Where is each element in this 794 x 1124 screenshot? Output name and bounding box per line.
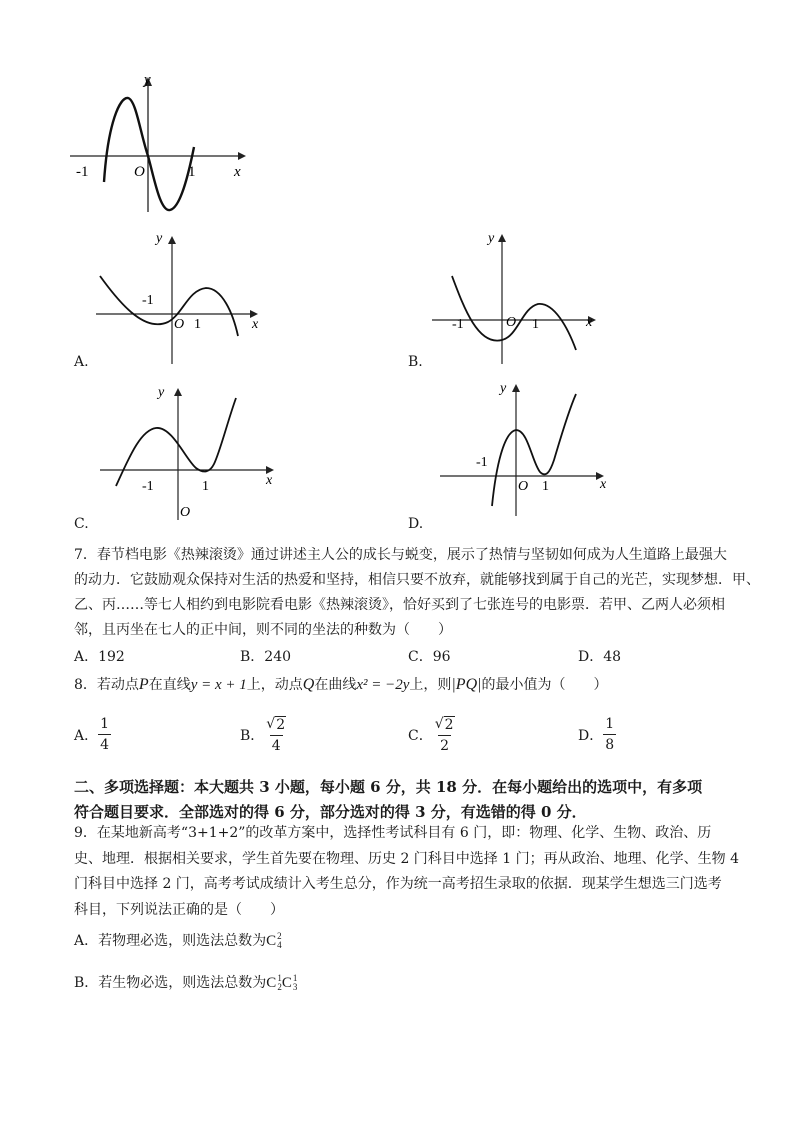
superscript: 2 — [277, 931, 282, 941]
tick-label-1: 1 — [202, 479, 209, 494]
radicand: 2 — [276, 717, 286, 733]
denominator: 4 — [98, 734, 111, 753]
q7-line-4: 邻，且丙坐在七人的正中间，则不同的坐法的种数为（ ） — [74, 622, 452, 638]
denominator: 4 — [270, 735, 283, 754]
denominator: 2 — [438, 735, 451, 754]
origin-label: O — [180, 505, 191, 520]
combination — [266, 974, 297, 992]
option-a-graph — [88, 228, 278, 368]
y-label: y — [156, 231, 163, 246]
y-axis-arrow-icon — [498, 234, 506, 242]
q7-line-1: 7．春节档电影《热辣滚烫》通过讲述主人公的成长与蜕变，展示了热情与坚韧如何成为人生道路上最强大 — [74, 547, 727, 563]
q7-option-d: D．48 — [578, 649, 622, 665]
q7-option-b: B．240 — [240, 649, 292, 665]
line-equation: y = x + 1 — [190, 677, 247, 693]
tick-label-neg1: -1 — [452, 317, 464, 332]
q8-text: 上，动点 — [246, 677, 303, 693]
numerator — [433, 716, 457, 735]
q8-text: 8．若动点 — [74, 677, 139, 693]
fraction — [433, 716, 457, 754]
sqrt-icon: √ — [434, 716, 444, 732]
option-d-graph — [436, 376, 616, 526]
q9-line-4: 科目，下列说法正确的是（ ） — [74, 902, 284, 918]
x-label: x — [600, 477, 607, 492]
origin-label: O — [174, 317, 185, 332]
tick-label-1: 1 — [532, 317, 539, 332]
y-label: y — [500, 381, 507, 396]
x-label: x — [586, 315, 593, 330]
numerator — [264, 716, 288, 735]
option-letter: C． — [408, 728, 433, 744]
option-b-label: B. — [408, 354, 423, 370]
q8-text: 在曲线 — [314, 677, 357, 693]
x-axis-arrow-icon — [238, 152, 246, 160]
superscript: 1 — [292, 973, 298, 983]
fraction — [603, 716, 616, 753]
option-text: A．若物理必选，则选法总数为 — [74, 933, 267, 949]
origin-label: O — [518, 479, 529, 494]
x-label: x — [234, 164, 241, 180]
q8-text: 上，则 — [409, 677, 452, 693]
fraction — [264, 716, 288, 754]
function-curve — [104, 98, 194, 210]
y-axis-arrow-icon — [174, 388, 182, 396]
function-curve — [100, 276, 238, 336]
subscript: 4 — [277, 940, 282, 950]
tick-label-neg1: -1 — [142, 479, 154, 494]
combination-symbol: C — [266, 932, 277, 949]
q8-option-b — [240, 716, 288, 754]
q8-option-d — [578, 716, 616, 753]
x-label: x — [266, 473, 273, 488]
y-label: y — [488, 231, 495, 246]
q8-text: 在直线 — [148, 677, 191, 693]
y-axis-arrow-icon — [512, 384, 520, 392]
y-label: y — [144, 72, 151, 88]
function-curve — [116, 398, 236, 486]
tick-label-1: 1 — [188, 164, 196, 180]
option-letter: B． — [240, 728, 265, 744]
y-label: y — [158, 385, 165, 400]
distance-pq: |PQ| — [451, 676, 482, 693]
origin-label: O — [134, 164, 145, 180]
option-letter: A． — [74, 727, 99, 744]
function-curve — [452, 276, 576, 350]
section-2-heading-line-2: 符合题目要求．全部选对的得 6 分，部分选对的得 3 分，有选错的得 0 分． — [74, 803, 587, 821]
q7-line-3: 乙、丙……等七人相约到电影院看电影《热辣滚烫》，恰好买到了七张连号的电影票．若甲、乙两人必须相 — [74, 597, 725, 613]
point-q: Q — [302, 676, 315, 693]
numerator: 1 — [100, 716, 110, 732]
tick-label-1: 1 — [194, 317, 201, 332]
point-p: P — [138, 676, 149, 693]
q8-option-a — [74, 716, 111, 753]
q9-line-1: 9．在某地新高考“3+1+2”的改革方案中，选择性考试科目有 6 门，即：物理、化学、生物、政治、历 — [74, 825, 712, 841]
option-b-graph — [428, 228, 608, 368]
subscript: 3 — [292, 982, 298, 992]
option-c-label: C. — [74, 516, 89, 532]
q7-option-a: A．192 — [74, 649, 125, 665]
q9-line-2: 史、地理．根据相关要求，学生首先要在物理、历史 2 门科目中选择 1 门；再从政治、地理、化学、生物 4 — [74, 851, 739, 867]
combination — [266, 932, 282, 950]
tick-label-1: 1 — [542, 479, 549, 494]
q8-text: 的最小值为（ ） — [481, 677, 608, 693]
radicand: 2 — [444, 717, 454, 733]
q8-stem — [74, 677, 608, 693]
option-text: B．若生物必选，则选法总数为 — [74, 975, 267, 991]
combination-symbol: C — [266, 974, 277, 991]
denominator: 8 — [603, 734, 616, 753]
superscript: 1 — [277, 973, 282, 983]
q9-option-a — [74, 932, 282, 950]
curve-equation: x² = −2y — [356, 677, 410, 693]
option-a-label: A. — [74, 354, 89, 370]
tick-label-neg1: -1 — [476, 455, 488, 470]
function-curve — [492, 394, 576, 506]
numerator: 1 — [605, 716, 615, 732]
q9-line-3: 门科目中选择 2 门，高考考试成绩计入考生总分，作为统一高考招生录取的依据．现某学生想选三门选考 — [74, 876, 722, 892]
tick-label-neg1: -1 — [76, 164, 89, 180]
fraction — [98, 716, 111, 753]
section-2-heading-line-1: 二、多项选择题：本大题共 3 小题，每小题 6 分，共 18 分．在每小题给出的选项中，有多项 — [74, 778, 703, 796]
option-letter: D． — [578, 727, 604, 744]
combination-symbol: C — [281, 974, 292, 991]
q7-option-c: C．96 — [408, 649, 451, 665]
option-c-graph — [96, 380, 286, 530]
x-label: x — [252, 317, 259, 332]
tick-label-neg1: -1 — [142, 293, 154, 308]
origin-label: O — [506, 315, 517, 330]
sqrt-icon: √ — [266, 716, 276, 732]
reference-graph — [62, 72, 252, 222]
y-axis-arrow-icon — [168, 236, 176, 244]
q9-option-b — [74, 974, 297, 992]
q7-line-2: 的动力．它鼓励观众保持对生活的热爱和坚持，相信只要不放弃，就能够找到属于自己的光芒，实现梦想．甲、 — [74, 572, 760, 588]
option-d-label: D. — [408, 516, 424, 532]
subscript: 2 — [277, 982, 282, 992]
q8-option-c — [408, 716, 457, 754]
